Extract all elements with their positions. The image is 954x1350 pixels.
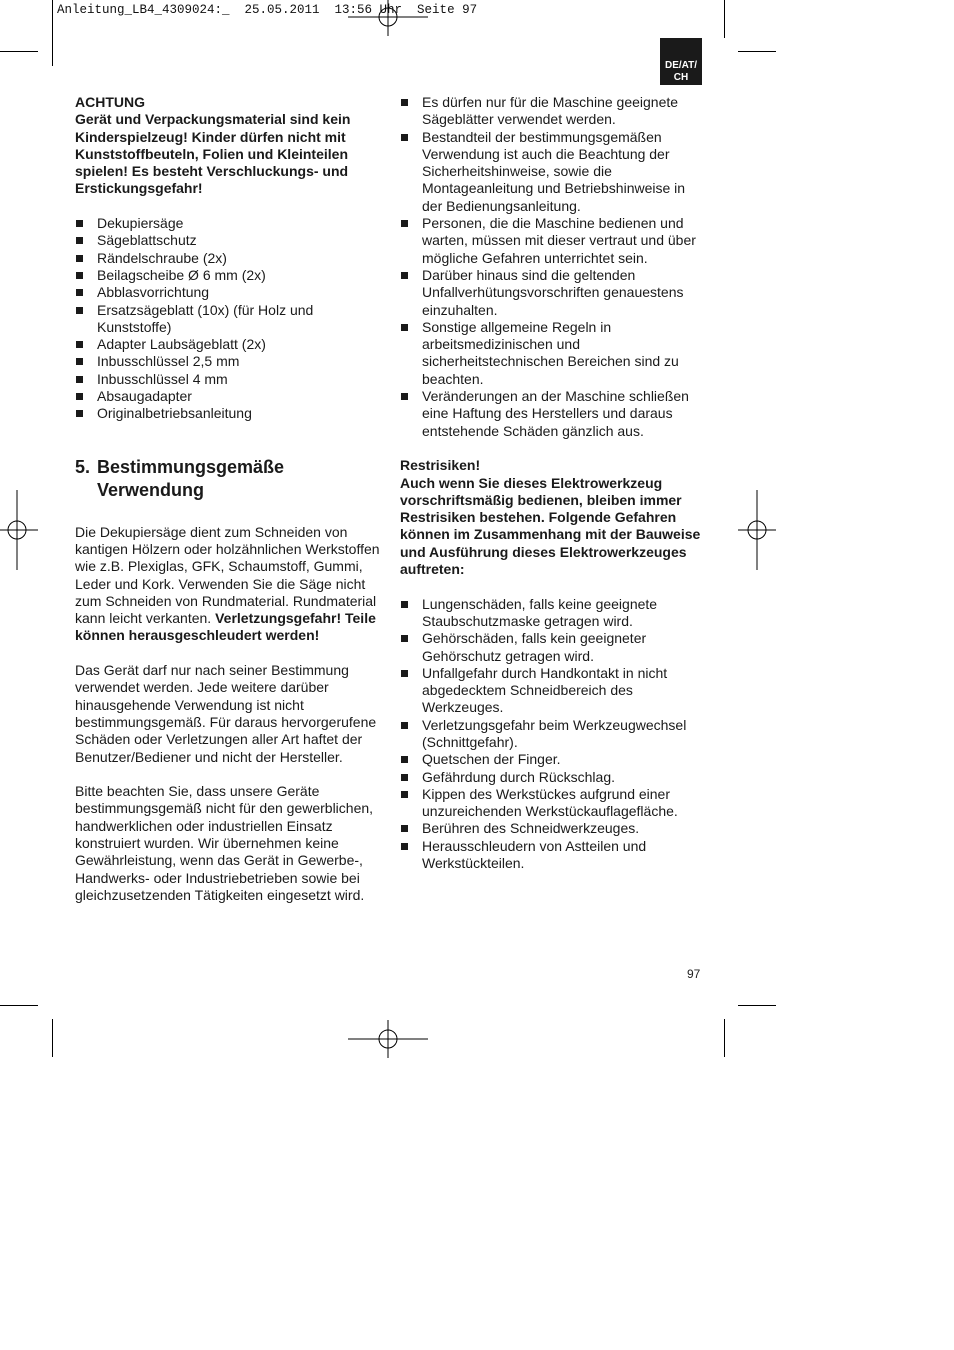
page-number: 97 <box>687 967 701 981</box>
list-item: Sägeblattschutz <box>75 232 380 249</box>
language-badge-line: CH <box>673 72 689 83</box>
risks-title: Restrisiken! <box>400 457 481 474</box>
list-item: Veränderungen an der Maschine schließen eine Haftung des Herstellers und daraus entstehende Schäden gänzlich aus. <box>400 388 705 440</box>
section-number: 5. <box>75 456 91 477</box>
list-item: Beilagscheibe Ø 6 mm (2x) <box>75 267 380 284</box>
crop-mark <box>738 1005 776 1006</box>
list-item: Abblasvorrichtung <box>75 284 380 301</box>
list-item: Lungenschäden, falls keine geeignete Staubschutzmaske getragen wird. <box>400 596 705 631</box>
list-item: Adapter Laubsägeblatt (2x) <box>75 336 380 353</box>
list-item: Verletzungsgefahr beim Werkzeugwechsel (Schnittgefahr). <box>400 717 705 752</box>
list-item: Herausschleudern von Astteilen und Werkstückteilen. <box>400 838 705 873</box>
warning-text: Gerät und Verpackungsmaterial sind kein Kinderspielzeug! Kinder dürfen nicht mit Kunststoffbeuteln, Folien und Kleinteilen spielen! Es besteht Verschluckungs- und Erstickungsgefahr! <box>75 111 351 197</box>
risks-intro: Auch wenn Sie dieses Elektrowerkzeug vorschriftsmäßig bedienen, bleiben immer Restrisiken bestehen. Folgende Gefahren können im Zusammenhang mit der Bauweise und Ausführung dieses Elektrowerkzeuges auftreten: <box>400 474 701 578</box>
usage-rules-list <box>400 94 705 440</box>
paragraph-text: Die Dekupiersäge dient zum Schneiden von kantigen Hölzern oder holzähnlichen Werkstoffen wie z.B. Plexiglas, GFK, Schaumstoff, Gummi, Leder und Kork. Verwenden Sie die Säge nicht zum Schneiden von Rundmaterial. Rundmaterial kann leicht verkanten. <box>75 523 380 627</box>
list-item: Bestandteil der bestimmungsgemäßen Verwendung ist auch die Beachtung der Sicherheitshinweise, sowie die Montageanleitung und Betriebshinweise in der Bedienungsanleitung. <box>400 129 705 215</box>
list-item: Gehörschäden, falls kein geeigneter Gehörschutz getragen wird. <box>400 630 705 665</box>
registration-mark-icon <box>738 490 776 570</box>
list-item: Inbusschlüssel 4 mm <box>75 371 380 388</box>
crop-mark <box>52 0 53 66</box>
list-item: Gefährdung durch Rückschlag. <box>400 769 705 786</box>
list-item: Es dürfen nur für die Maschine geeignete Sägeblätter verwendet werden. <box>400 94 705 129</box>
crop-mark <box>0 1005 38 1006</box>
list-item: Ersatzsägeblatt (10x) (für Holz und Kunststoffe) <box>75 302 380 337</box>
crop-mark <box>724 1019 725 1057</box>
crop-mark <box>724 0 725 38</box>
crop-mark <box>738 51 776 52</box>
list-item: Darüber hinaus sind die geltenden Unfallverhütungsvorschriften genauestens einzuhalten. <box>400 267 705 319</box>
paragraph <box>75 524 380 645</box>
crop-mark <box>0 51 38 52</box>
list-item: Unfallgefahr durch Handkontakt in nicht abgedecktem Schneidbereich des Werkzeuges. <box>400 665 705 717</box>
list-item: Rändelschraube (2x) <box>75 250 380 267</box>
right-column <box>400 94 705 872</box>
paragraph: Bitte beachten Sie, dass unsere Geräte bestimmungsgemäß nicht für den gewerblichen, handwerklichen oder industriellen Einsatz konstruiert wurden. Wir übernehmen keine Gewährleistung, wenn das Gerät in Gewerbe-, Handwerks- oder Industriebetrieben sowie bei gleichzusetzenden Tätigkeiten eingesetzt wird. <box>75 783 374 903</box>
language-badge <box>660 38 702 85</box>
registration-mark-icon <box>0 490 38 570</box>
warning-title: ACHTUNG <box>75 94 145 110</box>
crop-mark <box>52 1019 53 1057</box>
list-item: Absaugadapter <box>75 388 380 405</box>
list-item: Dekupiersäge <box>75 215 380 232</box>
registration-mark-icon <box>348 0 428 36</box>
registration-mark-icon <box>348 1020 428 1058</box>
list-item: Inbusschlüssel 2,5 mm <box>75 353 380 370</box>
list-item: Berühren des Schneidwerkzeuges. <box>400 820 705 837</box>
section-heading <box>75 456 380 502</box>
list-item: Kippen des Werkstückes aufgrund einer unzureichenden Werkstückauflagefläche. <box>400 786 705 821</box>
list-item: Quetschen der Finger. <box>400 751 705 768</box>
delivery-list <box>75 215 380 423</box>
language-badge-line: DE/AT/ <box>664 60 698 71</box>
risks-list <box>400 596 705 873</box>
left-column <box>75 94 380 904</box>
paragraph: Das Gerät darf nur nach seiner Bestimmung verwendet werden. Jede weitere darüber hinausgehende Verwendung ist nicht bestimmungsgemäß. Für daraus hervorgerufene Schäden oder Verletzungen aller Art haftet der Benutzer/Bediener und nicht der Hersteller. <box>75 662 377 765</box>
list-item: Sonstige allgemeine Regeln in arbeitsmedizinischen und sicherheitstechnischen Bereichen sind zu beachten. <box>400 319 705 388</box>
paragraph-warning: Verletzungsgefahr! Teile können herausgeschleudert werden! <box>75 610 376 644</box>
section-title: Bestimmungsgemäße Verwendung <box>97 456 285 500</box>
list-item: Personen, die die Maschine bedienen und warten, müssen mit dieser vertraut und über mögliche Gefahren unterrichtet sein. <box>400 215 705 267</box>
print-header: Anleitung_LB4_4309024:_ 25.05.2011 13:56 Uhr Seite 97 <box>57 3 478 17</box>
list-item: Originalbetriebsanleitung <box>75 405 380 422</box>
